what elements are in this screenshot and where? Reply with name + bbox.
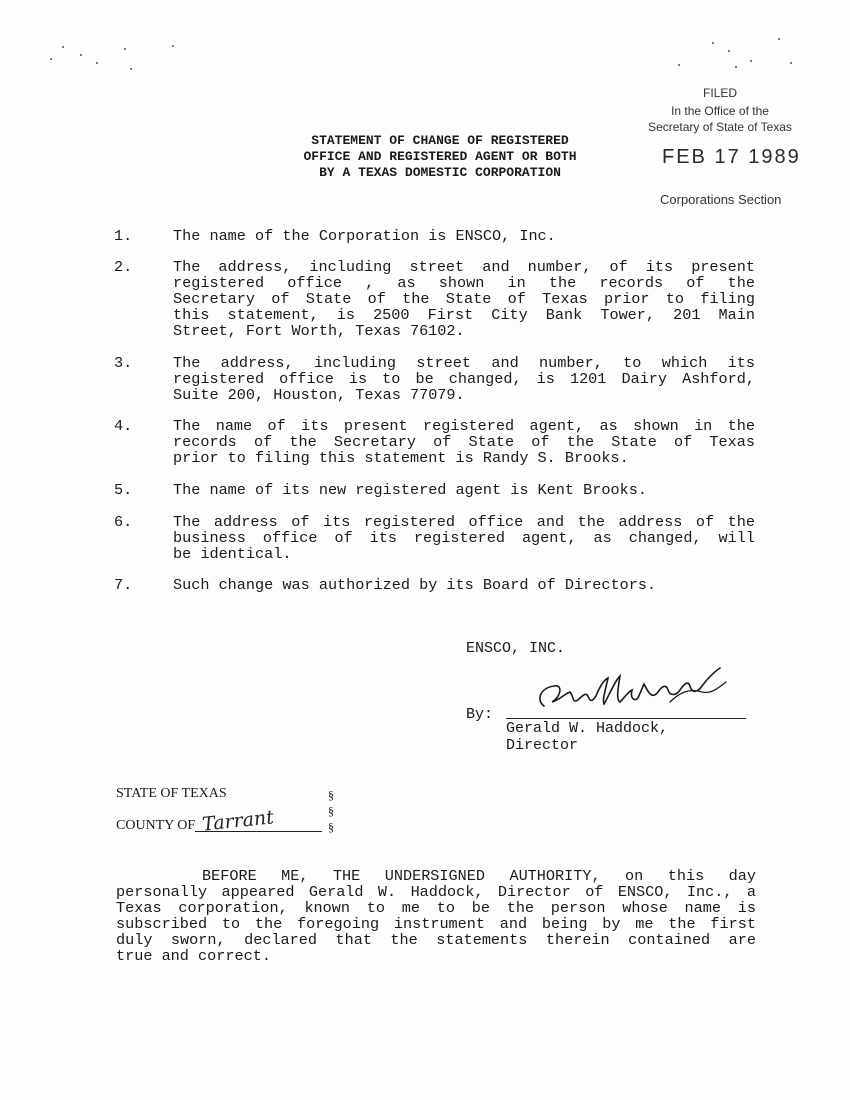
- filed-stamp-secretary: Secretary of State of Texas: [648, 120, 792, 134]
- signer-title: Director: [506, 737, 579, 754]
- signature-line: [506, 718, 746, 719]
- item-text: The name of the Corporation is ENSCO, Inc.: [173, 227, 556, 245]
- section-mark: §: [328, 804, 334, 818]
- oath-line: Texas corporation, known to me to be the person whose name is: [116, 899, 756, 917]
- section-mark: §: [328, 788, 334, 802]
- county-handwritten: Tarrant: [201, 806, 275, 836]
- item-number: 3.: [114, 354, 133, 372]
- by-label: By:: [466, 706, 494, 723]
- item-text: The address, including street and number, to which its registered office is to be changed, is 1201 Dairy Ashford, Suite 200, Houston, Texas 77079.: [173, 354, 755, 404]
- company-name: ENSCO, INC.: [466, 640, 566, 657]
- filed-stamp-date: FEB 17 1989: [662, 146, 801, 168]
- item-number: 7.: [114, 576, 133, 594]
- oath-line: personally appeared Gerald W. Haddock, Director of ENSCO, Inc., a: [116, 883, 756, 901]
- handwritten-signature: [530, 662, 750, 722]
- item-text: The name of its new registered agent is Kent Brooks.: [173, 481, 647, 499]
- filed-stamp-section: Corporations Section: [660, 192, 782, 207]
- item-number: 5.: [114, 481, 133, 499]
- oath-line: true and correct.: [116, 947, 271, 965]
- item-number: 6.: [114, 513, 133, 531]
- document-title: [255, 133, 625, 181]
- venue-county-label: COUNTY OF: [116, 818, 196, 833]
- item-number: 1.: [114, 227, 133, 245]
- item-number: 4.: [114, 417, 133, 435]
- item-text: The name of its present registered agent, as shown in the records of the Secretary of State of the State of Texas prior to filing this statement is Randy S. Brooks.: [173, 417, 755, 467]
- title-line: BY A TEXAS DOMESTIC CORPORATION: [319, 165, 561, 180]
- oath-line: BEFORE ME, THE UNDERSIGNED AUTHORITY, on this day: [202, 867, 756, 885]
- oath-line: duly sworn, declared that the statements therein contained are: [116, 931, 756, 949]
- item-text: Such change was authorized by its Board of Directors.: [173, 576, 657, 594]
- item-text: The address of its registered office and the address of the business office of its registered agent, as changed, will be identical.: [173, 513, 755, 563]
- item-text: The address, including street and number, of its present registered office , as shown in the records of the Secretary of State of the State of Texas prior to filing this statement, is 2500 First City Bank Tower, 201 Main Street, Fort Worth, Texas 76102.: [173, 258, 755, 340]
- section-mark: §: [328, 820, 334, 834]
- item-number: 2.: [114, 258, 133, 276]
- oath-line: subscribed to the foregoing instrument and being by me the first: [116, 915, 756, 933]
- title-line: STATEMENT OF CHANGE OF REGISTERED: [311, 133, 569, 148]
- oath-paragraph: [116, 868, 756, 964]
- signer-name: Gerald W. Haddock,: [506, 720, 669, 737]
- filed-stamp-office: In the Office of the: [671, 104, 769, 118]
- filed-stamp-label: FILED: [702, 86, 737, 100]
- venue-state: STATE OF TEXAS: [116, 786, 227, 801]
- title-line: OFFICE AND REGISTERED AGENT OR BOTH: [303, 149, 577, 164]
